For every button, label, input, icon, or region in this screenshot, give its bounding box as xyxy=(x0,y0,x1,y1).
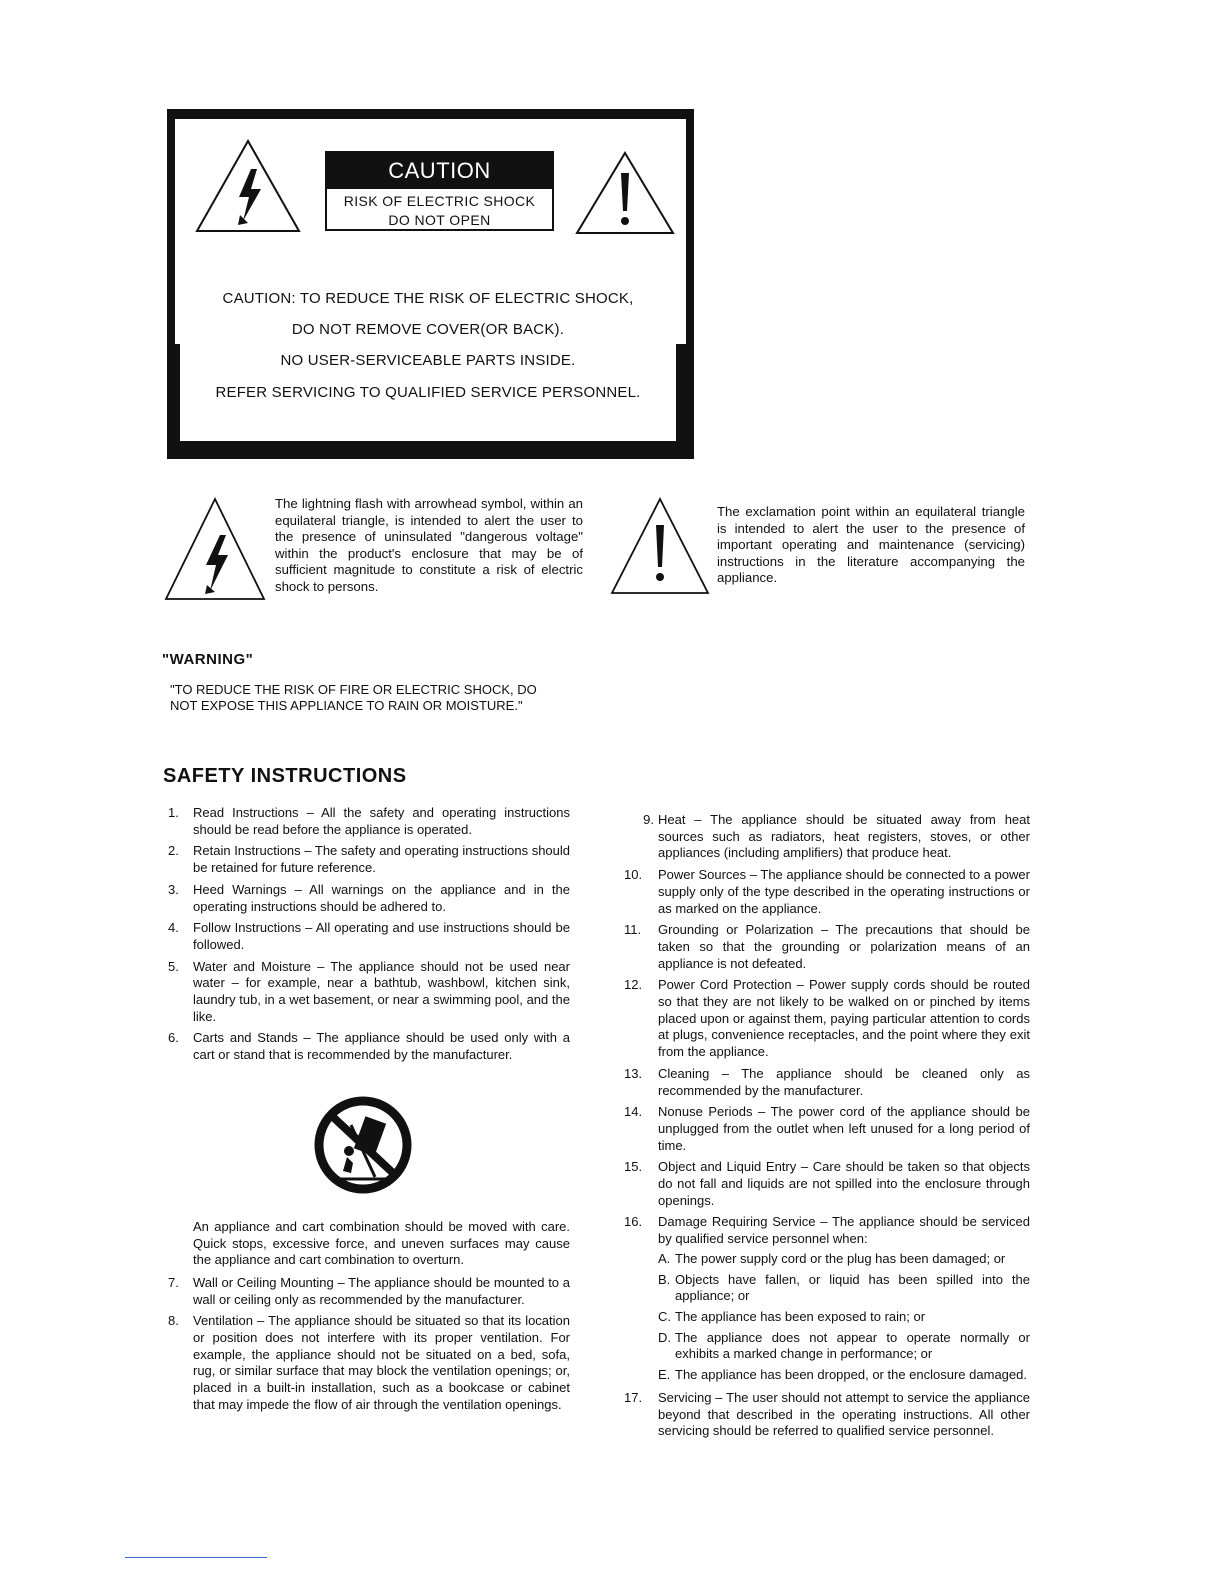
list-item: 3. Heed Warnings – All warnings on the appliance and in the operating instructions should be adhered to. xyxy=(168,881,570,914)
list-item: 5. Water and Moisture – The appliance should not be used near water – for example, near a bathtub, washbowl, kitchen sink, laundry tub, in a wet basement, or near a swimming pool, and the like. xyxy=(168,958,570,1024)
list-item: 9. Heat – The appliance should be situated away from heat sources such as radiators, heat registers, stoves, or other appliances (including amplifiers) that produce heat. xyxy=(643,812,1030,861)
list-item: 16. Damage Requiring Service – The appliance should be serviced by qualified service personnel when: xyxy=(624,1214,1030,1247)
list-item: 2. Retain Instructions – The safety and operating instructions should be retained for future reference. xyxy=(168,843,570,876)
list-item: 1. Read Instructions – All the safety and operating instructions should be read before the appliance is operated. xyxy=(168,805,570,837)
sub-list-item: B. Objects have fallen, or liquid has been spilled into the appliance; or xyxy=(658,1271,1030,1304)
list-item: 11. Grounding or Polarization – The precautions that should be taken so that the grounding or polarization means of an appliance is not defeated. xyxy=(624,922,1030,971)
cart-warning-figure xyxy=(168,1069,570,1219)
exclamation-triangle-icon xyxy=(608,495,712,599)
list-item: 13. Cleaning – The appliance should be cleaned only as recommended by the manufacturer. xyxy=(624,1065,1030,1098)
caution-label xyxy=(325,151,554,231)
caution-line-4: REFER SERVICING TO QUALIFIED SERVICE PERSONNEL. xyxy=(215,384,641,401)
caution-title: CAUTION xyxy=(327,153,552,189)
damage-sub-list xyxy=(624,1251,1030,1384)
caution-subtitle-2: DO NOT OPEN xyxy=(388,212,491,228)
list-item: 7. Wall or Ceiling Mounting – The appliance should be mounted to a wall or ceiling only as recommended by the manufacturer. xyxy=(168,1274,570,1307)
warning-text: "TO REDUCE THE RISK OF FIRE OR ELECTRIC SHOCK, DO NOT EXPOSE THIS APPLIANCE TO RAIN OR MOISTURE." xyxy=(170,682,537,713)
caution-line-2: DO NOT REMOVE COVER(OR BACK). xyxy=(291,321,565,338)
caution-line-1: CAUTION: TO REDUCE THE RISK OF ELECTRIC SHOCK, xyxy=(222,290,634,307)
list-item: 12. Power Cord Protection – Power supply cords should be routed so that they are not likely to be walked on or pinched by items placed upon or against them, paying particular attention to cords at plugs, convenience receptacles, and the point where they exit from the appliance. xyxy=(624,977,1030,1060)
sub-list-item: A. The power supply cord or the plug has been damaged; or xyxy=(658,1250,1006,1266)
list-item: 6. Carts and Stands – The appliance should be used only with a cart or stand that is recommended by the manufacturer. xyxy=(168,1030,570,1063)
lightning-triangle-icon xyxy=(193,137,303,235)
list-item: 14. Nonuse Periods – The power cord of the appliance should be unplugged from the outlet when left unused for a long period of time. xyxy=(624,1104,1030,1153)
sub-list-item: D. The appliance does not appear to operate normally or exhibits a marked change in performance; or xyxy=(658,1329,1030,1362)
list-item: 8. Ventilation – The appliance should be situated so that its location or position does not interfere with its proper ventilation. For example, the appliance should not be situated on a bed, sofa, rug, or similar surface that may block the ventilation openings; or, placed in a built-in installation, such as a bookcase or cabinet that may impede the flow of air through the ventilation openings. xyxy=(168,1313,570,1412)
safety-right-column xyxy=(624,812,1030,1445)
lightning-triangle-icon xyxy=(162,495,268,605)
sub-list-item: C. The appliance has been exposed to rain; or xyxy=(658,1308,926,1324)
safety-left-column xyxy=(168,805,570,1419)
list-item: 15. Object and Liquid Entry – Care should be taken so that objects do not fall and liquids are not spilled into the enclosure through openings. xyxy=(624,1159,1030,1208)
warning-title: "WARNING" xyxy=(162,651,254,668)
caution-message-panel xyxy=(180,256,676,441)
footer-divider xyxy=(125,1557,267,1558)
list-item: 17. Servicing – The user should not attempt to service the appliance beyond that described in the operating instructions. All other servicing should be referred to qualified service personnel. xyxy=(624,1389,1030,1439)
list-item: 4. Follow Instructions – All operating and use instructions should be followed. xyxy=(168,920,570,952)
caution-box xyxy=(167,109,694,459)
no-cart-tipover-icon xyxy=(313,1095,413,1195)
lightning-symbol-description: The lightning flash with arrowhead symbol, within an equilateral triangle, is intended to alert the user to the presence of uninsulated "dangerous voltage" within the product's enclosure that may be of sufficient magnitude to constitute a risk of electric shock to persons. xyxy=(275,496,583,594)
sub-list-item: E. The appliance has been dropped, or the enclosure damaged. xyxy=(658,1367,1027,1383)
cart-caption: An appliance and cart combination should be moved with care. Quick stops, excessive force, and uneven surfaces may cause the appliance and cart combination to overturn. xyxy=(193,1218,570,1268)
safety-instructions-title: SAFETY INSTRUCTIONS xyxy=(163,765,407,787)
exclamation-triangle-icon xyxy=(573,149,677,237)
exclamation-symbol-description: The exclamation point within an equilateral triangle is intended to alert the user to the presence of important operating and maintenance (servicing) instructions in the literature accompanying the appliance. xyxy=(717,504,1025,585)
caution-subtitle-1: RISK OF ELECTRIC SHOCK xyxy=(343,193,536,209)
caution-line-3: NO USER-SERVICEABLE PARTS INSIDE. xyxy=(280,352,576,369)
list-item: 10. Power Sources – The appliance should be connected to a power supply only of the type described in the operating instructions or as marked on the appliance. xyxy=(624,867,1030,916)
